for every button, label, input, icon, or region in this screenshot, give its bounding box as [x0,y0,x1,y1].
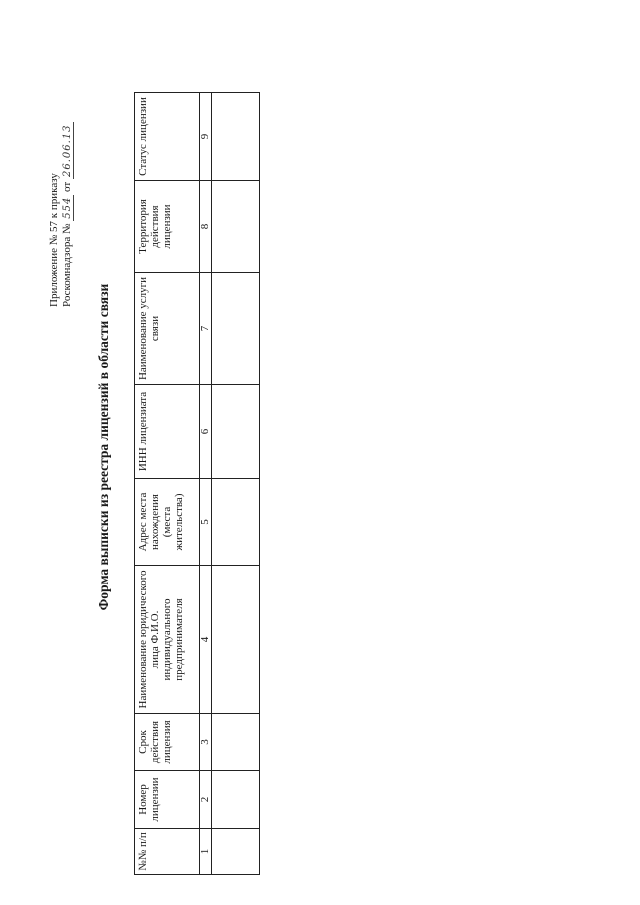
form-title: Форма выписки из реестра лицензий в области связи [96,283,111,611]
column-header: Статус лицензии [135,93,200,181]
table-cell [212,181,260,273]
column-header: Территория действия лицензии [135,181,200,273]
table-cell [212,714,260,771]
column-number: 1 [200,829,212,875]
table-cell [212,829,260,875]
appendix-line-2 [61,7,74,307]
column-number: 8 [200,181,212,273]
table-cell [212,479,260,566]
table-cell [212,385,260,479]
appendix-order-date: 26.06.13 [62,124,73,178]
appendix-line-1: Приложение № 57 к приказу [48,173,60,307]
table-cell [212,93,260,181]
column-header: Наименование услуги связи [135,273,200,385]
license-registry-table [134,92,260,875]
column-header: Адрес места нахождения (места жительства) [135,479,200,566]
column-number-row [200,93,212,875]
appendix-order-number: 554 [62,196,73,219]
table-cell [212,273,260,385]
appendix-note [48,7,74,307]
column-header: Наименование юридического лица Ф.И.О. индивидуального предпринимателя [135,566,200,714]
table-cell [212,566,260,714]
column-number: 6 [200,385,212,479]
column-number: 9 [200,93,212,181]
column-number: 5 [200,479,212,566]
column-number: 7 [200,273,212,385]
table-row [212,93,260,875]
table-header-row [135,93,200,875]
appendix-date-prefix: от [61,181,73,192]
appendix-order-prefix: Роскомнадзора № [61,223,73,307]
column-header: Номер лицензии [135,771,200,829]
column-number: 3 [200,714,212,771]
column-header: Срок действия лицензия [135,714,200,771]
column-number: 4 [200,566,212,714]
column-header: ИНН лицензиата [135,385,200,479]
column-header: №№ п/п [135,829,200,875]
table-cell [212,771,260,829]
column-number: 2 [200,771,212,829]
